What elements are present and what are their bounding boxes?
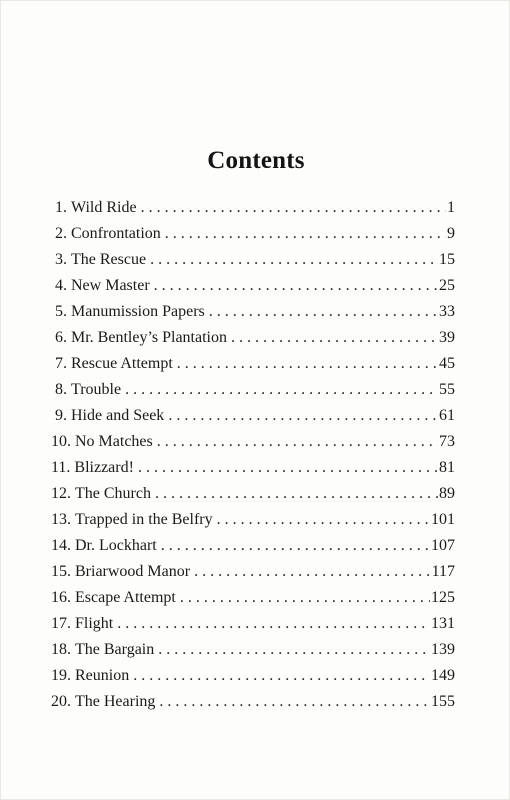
chapter-title: Escape Attempt [75, 589, 176, 606]
toc-entry [55, 379, 455, 405]
toc-entry [51, 561, 455, 587]
chapter-number: 19. [51, 667, 71, 684]
chapter-page: 107 [431, 537, 455, 554]
dot-leader [194, 561, 431, 583]
dot-leader [231, 327, 438, 349]
chapter-number: 18. [51, 641, 71, 658]
toc-entry [55, 275, 455, 301]
chapter-title: Briarwood Manor [75, 563, 191, 580]
dot-leader [157, 431, 438, 453]
toc-entry [51, 639, 455, 665]
chapter-number: 20. [51, 693, 71, 710]
dot-leader [138, 457, 438, 479]
chapter-number: 14. [51, 537, 71, 554]
chapter-page: 149 [431, 667, 455, 684]
chapter-number: 10. [51, 433, 71, 450]
chapter-number: 8. [55, 381, 67, 398]
chapter-page: 155 [431, 693, 455, 710]
contents-heading: Contents [207, 147, 305, 174]
chapter-number: 12. [51, 485, 71, 502]
chapter-title: Dr. Lockhart [75, 537, 157, 554]
toc-entry [51, 613, 455, 639]
chapter-number: 11. [51, 459, 71, 476]
dot-leader [117, 613, 430, 635]
chapter-title: Wild Ride [71, 199, 137, 216]
chapter-page: 81 [439, 459, 455, 476]
chapter-number: 3. [55, 251, 67, 268]
chapter-number: 6. [55, 329, 67, 346]
toc-entry [55, 405, 455, 431]
chapter-page: 139 [431, 641, 455, 658]
chapter-page: 33 [439, 303, 455, 320]
chapter-title: Flight [75, 615, 114, 632]
chapter-number: 17. [51, 615, 71, 632]
chapter-page: 55 [439, 381, 455, 398]
chapter-page: 1 [447, 199, 455, 216]
chapter-page: 89 [439, 485, 455, 502]
dot-leader [141, 197, 446, 219]
chapter-page: 25 [439, 277, 455, 294]
dot-leader [165, 223, 446, 245]
chapter-title: The Hearing [75, 693, 156, 710]
chapter-title: The Bargain [75, 641, 155, 658]
toc-entry [51, 665, 455, 691]
chapter-title: Reunion [75, 667, 130, 684]
chapter-page: 15 [439, 251, 455, 268]
chapter-number: 4. [55, 277, 67, 294]
chapter-page: 73 [439, 433, 455, 450]
toc-entry [51, 691, 455, 717]
dot-leader [168, 405, 438, 427]
chapter-title: The Church [75, 485, 151, 502]
chapter-title: Mr. Bentley’s Plantation [71, 329, 227, 346]
chapter-page: 101 [431, 511, 455, 528]
toc-entry [51, 509, 455, 535]
table-of-contents [51, 197, 455, 717]
chapter-number: 13. [51, 511, 71, 528]
chapter-page: 131 [431, 615, 455, 632]
chapter-page: 117 [431, 563, 455, 580]
chapter-title: Manumission Papers [71, 303, 205, 320]
toc-entry [51, 535, 455, 561]
chapter-title: Hide and Seek [71, 407, 165, 424]
dot-leader [177, 353, 438, 375]
toc-entry [55, 301, 455, 327]
chapter-page: 61 [439, 407, 455, 424]
toc-entry [51, 431, 455, 457]
dot-leader [209, 301, 438, 323]
chapter-title: Trouble [71, 381, 122, 398]
dot-leader [159, 691, 430, 713]
toc-entry [55, 223, 455, 249]
chapter-number: 9. [55, 407, 67, 424]
chapter-title: New Master [71, 277, 150, 294]
toc-entry [51, 483, 455, 509]
chapter-title: Blizzard! [74, 459, 134, 476]
toc-entry [51, 457, 455, 483]
toc-entry [51, 587, 455, 613]
chapter-page: 125 [431, 589, 455, 606]
chapter-title: Rescue Attempt [71, 355, 173, 372]
toc-entry [55, 249, 455, 275]
dot-leader [154, 275, 438, 297]
toc-entry [55, 197, 455, 223]
toc-entry [55, 327, 455, 353]
chapter-number: 7. [55, 355, 67, 372]
chapter-number: 16. [51, 589, 71, 606]
dot-leader [125, 379, 438, 401]
chapter-title: Trapped in the Belfry [75, 511, 213, 528]
dot-leader [133, 665, 430, 687]
chapter-number: 5. [55, 303, 67, 320]
dot-leader [150, 249, 438, 271]
dot-leader [158, 639, 430, 661]
chapter-number: 15. [51, 563, 71, 580]
chapter-title: No Matches [75, 433, 153, 450]
dot-leader [217, 509, 430, 531]
dot-leader [180, 587, 430, 609]
chapter-title: The Rescue [71, 251, 147, 268]
chapter-number: 2. [55, 225, 67, 242]
chapter-title: Confrontation [71, 225, 161, 242]
dot-leader [161, 535, 430, 557]
chapter-page: 45 [439, 355, 455, 372]
chapter-page: 9 [447, 225, 455, 242]
dot-leader [155, 483, 438, 505]
toc-entry [55, 353, 455, 379]
chapter-number: 1. [55, 199, 67, 216]
chapter-page: 39 [439, 329, 455, 346]
